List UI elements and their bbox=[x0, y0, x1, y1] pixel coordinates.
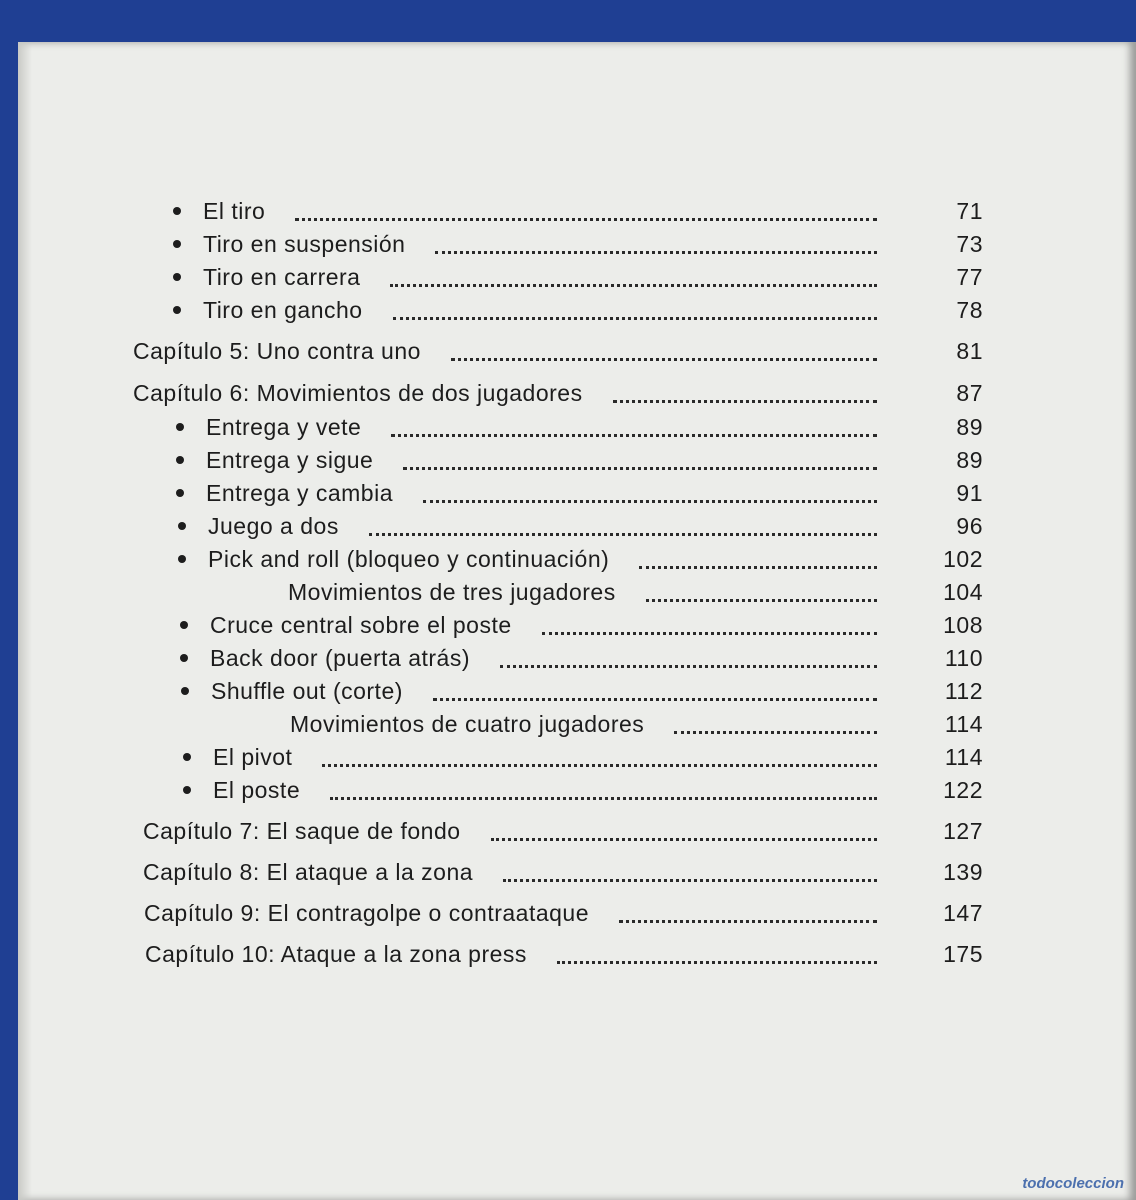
bullet-icon bbox=[178, 522, 186, 530]
bullet-icon bbox=[173, 240, 181, 248]
toc-entry-page: 102 bbox=[943, 545, 983, 572]
toc-entry-label: El tiro bbox=[203, 197, 266, 224]
page-edge-shadow bbox=[18, 42, 32, 1200]
toc-section bbox=[288, 575, 983, 609]
toc-entry-label: Capítulo 9: El contragolpe o contraataque bbox=[144, 899, 590, 926]
toc-entry bbox=[178, 542, 983, 576]
toc-chapter bbox=[133, 376, 983, 410]
toc-entry-page: 104 bbox=[943, 578, 983, 605]
toc-entry bbox=[173, 227, 983, 261]
toc-entry-label: Capítulo 8: El ataque a la zona bbox=[143, 858, 474, 885]
toc-entry bbox=[180, 608, 983, 642]
toc-entry bbox=[181, 674, 983, 708]
toc-entry-label: Capítulo 5: Uno contra uno bbox=[133, 337, 421, 364]
toc-entry-page: 71 bbox=[956, 197, 983, 224]
toc-entry-page: 78 bbox=[956, 296, 983, 323]
dot-leader bbox=[330, 787, 877, 800]
toc-entry-page: 89 bbox=[956, 413, 983, 440]
toc-entry-label: Capítulo 7: El saque de fondo bbox=[143, 817, 461, 844]
toc-entry-label: Capítulo 6: Movimientos de dos jugadores bbox=[133, 379, 583, 406]
toc-entry-page: 139 bbox=[943, 858, 983, 885]
toc-entry-page: 114 bbox=[944, 710, 983, 737]
dot-leader bbox=[403, 457, 877, 470]
toc-entry-label: Juego a dos bbox=[208, 512, 339, 539]
toc-entry bbox=[180, 641, 983, 675]
toc-chapter bbox=[143, 855, 983, 889]
toc-entry-page: 108 bbox=[943, 611, 983, 638]
toc-entry-label: Entrega y sigue bbox=[206, 446, 374, 473]
toc-entry bbox=[176, 476, 983, 510]
dot-leader bbox=[542, 622, 877, 635]
dot-leader bbox=[423, 490, 877, 503]
bullet-icon bbox=[176, 489, 184, 497]
toc-entry-label: Shuffle out (corte) bbox=[211, 677, 403, 704]
toc-entry-label: El poste bbox=[213, 776, 301, 803]
bullet-icon bbox=[178, 555, 186, 563]
dot-leader bbox=[639, 556, 877, 569]
bullet-icon bbox=[173, 273, 181, 281]
toc-entry-label: Back door (puerta atrás) bbox=[210, 644, 471, 671]
toc-entry-page: 122 bbox=[943, 776, 983, 803]
dot-leader bbox=[435, 241, 877, 254]
toc-entry bbox=[173, 293, 983, 327]
bullet-icon bbox=[181, 687, 189, 695]
dot-leader bbox=[390, 274, 877, 287]
toc-entry bbox=[176, 443, 983, 477]
dot-leader bbox=[619, 910, 877, 923]
toc-chapter bbox=[145, 937, 983, 971]
book-page bbox=[18, 42, 1136, 1200]
toc-entry bbox=[173, 260, 983, 294]
toc-entry-page: 91 bbox=[956, 479, 983, 506]
dot-leader bbox=[295, 208, 877, 221]
toc-entry-label: Entrega y vete bbox=[206, 413, 362, 440]
toc-entry-label: Tiro en gancho bbox=[203, 296, 363, 323]
toc-entry-page: 96 bbox=[956, 512, 983, 539]
toc-entry-page: 89 bbox=[956, 446, 983, 473]
toc-entry-page: 110 bbox=[944, 644, 983, 671]
toc-entry-label: Tiro en carrera bbox=[203, 263, 361, 290]
toc-entry-page: 77 bbox=[956, 263, 983, 290]
bullet-icon bbox=[183, 786, 191, 794]
bullet-icon bbox=[180, 654, 188, 662]
toc-entry-page: 81 bbox=[956, 337, 983, 364]
toc-entry-label: Entrega y cambia bbox=[206, 479, 393, 506]
toc-entry-label: Movimientos de cuatro jugadores bbox=[290, 710, 645, 737]
toc-chapter bbox=[144, 896, 983, 930]
toc-section bbox=[290, 707, 983, 741]
dot-leader bbox=[393, 307, 877, 320]
toc-entry-page: 147 bbox=[943, 899, 983, 926]
dot-leader bbox=[500, 655, 877, 668]
bullet-icon bbox=[173, 207, 181, 215]
dot-leader bbox=[491, 828, 877, 841]
bullet-icon bbox=[176, 456, 184, 464]
dot-leader bbox=[503, 869, 877, 882]
toc-entry-label: El pivot bbox=[213, 743, 293, 770]
toc-entry-label: Cruce central sobre el poste bbox=[210, 611, 512, 638]
toc-entry bbox=[176, 410, 983, 444]
dot-leader bbox=[391, 424, 877, 437]
toc-entry-page: 112 bbox=[944, 677, 983, 704]
toc-entry-page: 114 bbox=[944, 743, 983, 770]
dot-leader bbox=[557, 951, 877, 964]
dot-leader bbox=[674, 721, 877, 734]
toc-entry-page: 87 bbox=[956, 379, 983, 406]
dot-leader bbox=[322, 754, 877, 767]
dot-leader bbox=[433, 688, 877, 701]
bullet-icon bbox=[183, 753, 191, 761]
toc-entry-page: 73 bbox=[956, 230, 983, 257]
toc-entry-page: 127 bbox=[943, 817, 983, 844]
toc-entry-label: Movimientos de tres jugadores bbox=[288, 578, 616, 605]
bullet-icon bbox=[180, 621, 188, 629]
toc-entry bbox=[183, 740, 983, 774]
toc-entry bbox=[183, 773, 983, 807]
toc-chapter bbox=[133, 334, 983, 368]
dot-leader bbox=[613, 390, 877, 403]
toc-chapter bbox=[143, 814, 983, 848]
toc-entry bbox=[173, 194, 983, 228]
toc-entry-label: Capítulo 10: Ataque a la zona press bbox=[145, 940, 527, 967]
watermark-logo: todocoleccion bbox=[1022, 1175, 1124, 1192]
dot-leader bbox=[451, 348, 877, 361]
bullet-icon bbox=[173, 306, 181, 314]
toc-entry-label: Pick and roll (bloqueo y continuación) bbox=[208, 545, 610, 572]
bullet-icon bbox=[176, 423, 184, 431]
dot-leader bbox=[369, 523, 877, 536]
toc-entry-label: Tiro en suspensión bbox=[203, 230, 406, 257]
dot-leader bbox=[646, 589, 877, 602]
toc-entry-page: 175 bbox=[943, 940, 983, 967]
toc-entry bbox=[178, 509, 983, 543]
